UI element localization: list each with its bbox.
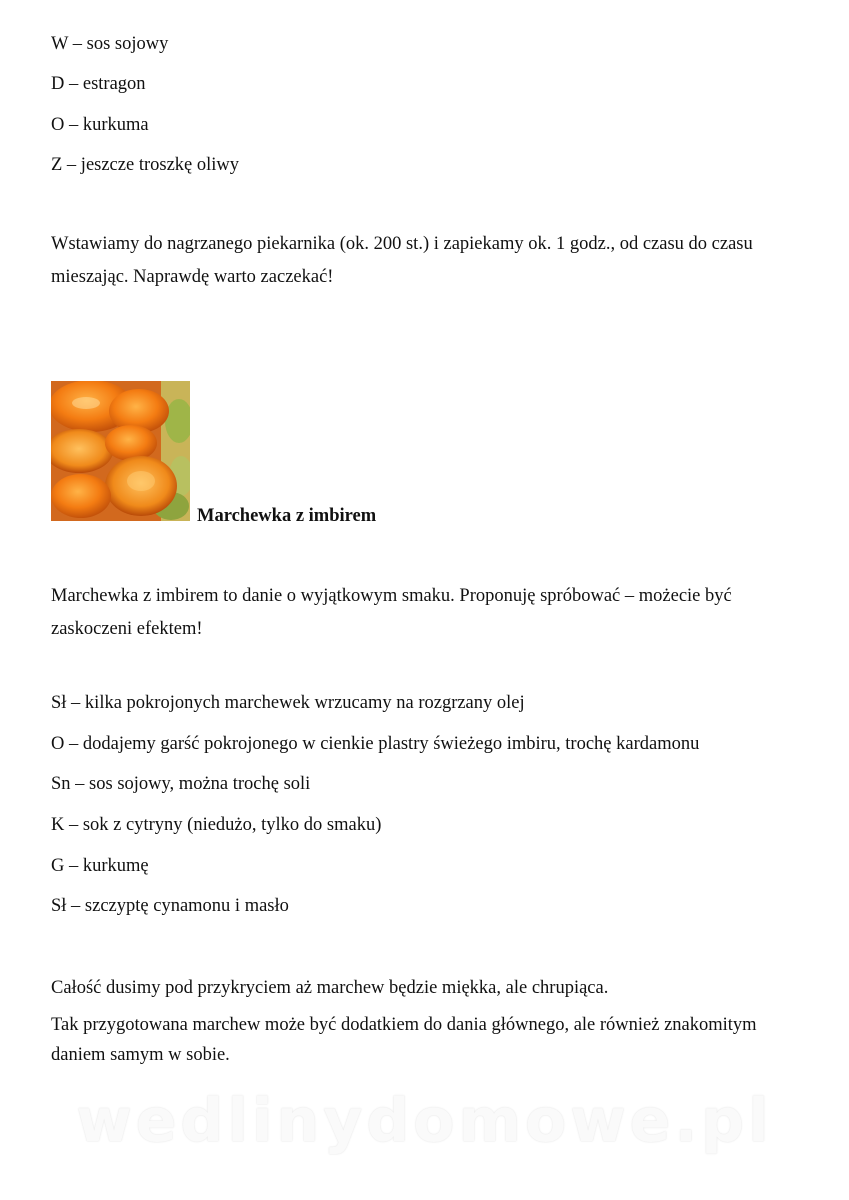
- recipe-title: Marchewka z imbirem: [197, 506, 377, 526]
- recipe-step: O – dodajemy garść pokrojonego w cienkie plastry świeżego imbiru, trochę kardamonu: [51, 734, 700, 754]
- recipe-intro: Marchewka z imbirem to danie o wyjątkowym smaku. Proponuję spróbować – możecie być zaskoczeni efektem!: [51, 586, 732, 639]
- carrot-photo: [51, 381, 190, 521]
- ingredient-line: D – estragon: [51, 74, 146, 94]
- watermark: wedlinydomowe.pl: [76, 1086, 773, 1156]
- carrot-slices-image: [51, 381, 190, 521]
- recipe-step: Sł – szczyptę cynamonu i masło: [51, 896, 289, 916]
- baking-paragraph: Wstawiamy do nagrzanego piekarnika (ok. 200 st.) i zapiekamy ok. 1 godz., od czasu do czasu mieszając. Naprawdę warto zaczekać!: [51, 234, 753, 287]
- closing-paragraph: Tak przygotowana marchew może być dodatkiem do dania głównego, ale również znakomitym daniem samym w sobie.: [51, 1015, 757, 1065]
- recipe-step: Sn – sos sojowy, można trochę soli: [51, 774, 311, 794]
- ingredient-line: O – kurkuma: [51, 115, 149, 135]
- ingredient-line: W – sos sojowy: [51, 34, 169, 54]
- recipe-step: K – sok z cytryny (niedużo, tylko do smaku): [51, 815, 382, 835]
- recipe-step: G – kurkumę: [51, 856, 149, 876]
- closing-sentence: Całość dusimy pod przykryciem aż marchew będzie miękka, ale chrupiąca.: [51, 978, 609, 998]
- ingredient-line: Z – jeszcze troszkę oliwy: [51, 155, 240, 175]
- recipe-step: Sł – kilka pokrojonych marchewek wrzucamy na rozgrzany olej: [51, 693, 525, 713]
